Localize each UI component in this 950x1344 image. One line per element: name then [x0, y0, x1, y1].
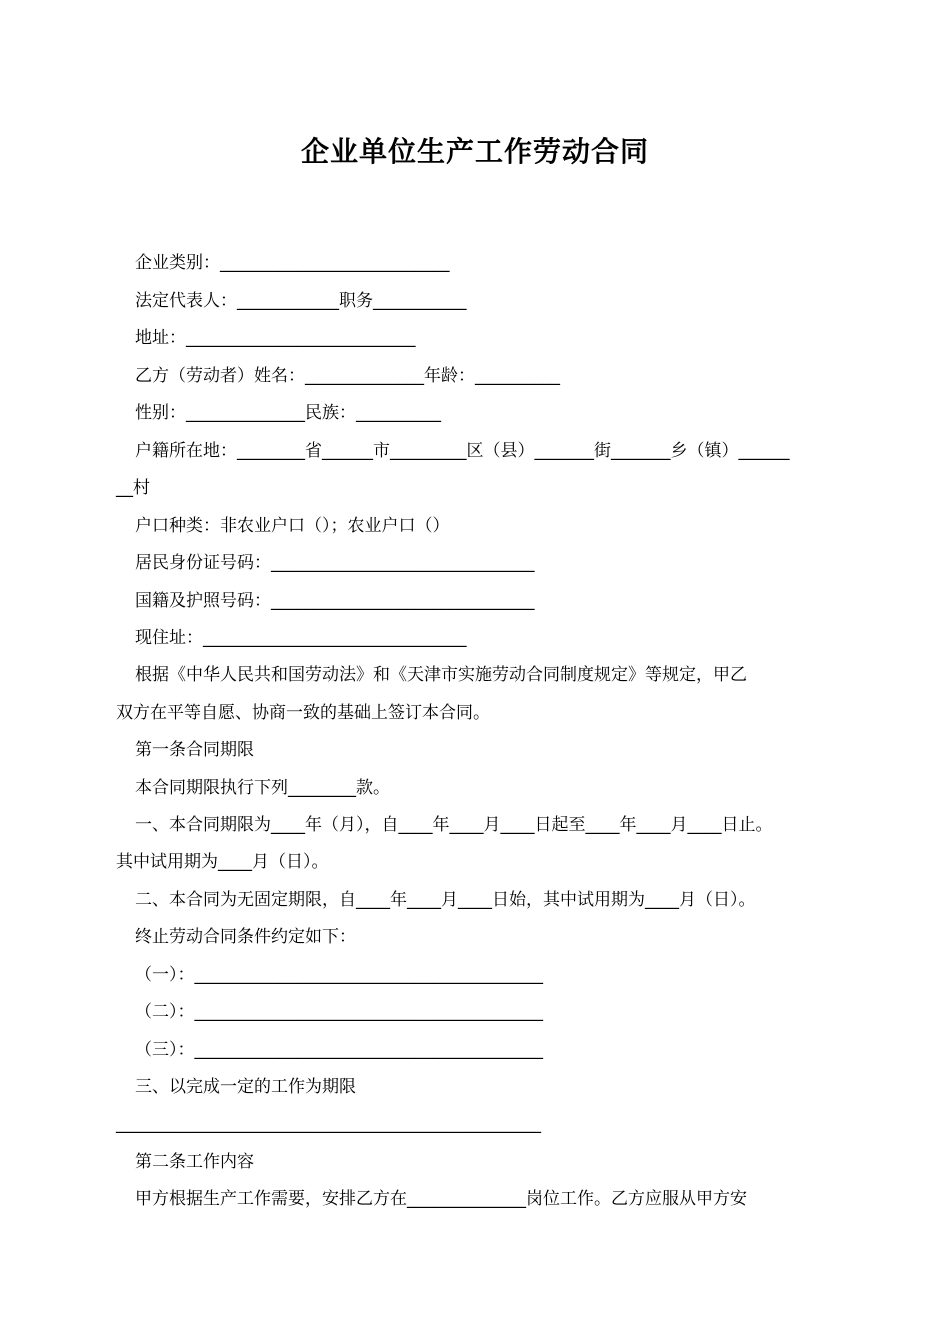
article-1-intro: 本合同期限执行下列________款。: [135, 778, 390, 798]
field-id-number: 居民身份证号码：_______________________________: [135, 553, 535, 573]
termination-condition-1: （一）：_________________________________________: [135, 965, 543, 985]
field-household-registration-cont: __村: [116, 478, 150, 498]
paragraph-preamble: 根据《中华人民共和国劳动法》和《天津市实施劳动合同制度规定》等规定，甲乙: [135, 665, 747, 685]
field-enterprise-type: 企业类别：___________________________: [135, 253, 450, 273]
article-2-heading: 第二条工作内容: [135, 1152, 254, 1172]
termination-conditions-heading: 终止劳动合同条件约定如下：: [135, 927, 356, 947]
article-1-clause-3-blank: __________________________________________________: [116, 1114, 541, 1134]
article-1-clause-2: 二、本合同为无固定期限，自____年____月____日始，其中试用期为____月（日）。: [135, 890, 756, 910]
article-1-heading: 第一条合同期限: [135, 740, 254, 760]
field-worker-name-age: 乙方（劳动者）姓名：______________年龄：__________: [135, 366, 560, 386]
termination-condition-3: （三）：_________________________________________: [135, 1040, 543, 1060]
field-household-registration: 户籍所在地：________省______市_________区（县）_______街_______乡（镇）______: [135, 441, 790, 461]
article-2-body: 甲方根据生产工作需要，安排乙方在______________岗位工作。乙方应服从甲方安: [135, 1189, 747, 1209]
termination-condition-2: （二）：_________________________________________: [135, 1002, 543, 1022]
field-current-address: 现住址：_______________________________: [135, 628, 467, 648]
paragraph-preamble-cont: 双方在平等自愿、协商一致的基础上签订本合同。: [116, 703, 490, 723]
article-1-clause-3: 三、以完成一定的工作为期限: [135, 1077, 356, 1097]
article-1-clause-1-cont: 其中试用期为____月（日）。: [116, 852, 329, 872]
field-legal-representative: 法定代表人：____________职务___________: [135, 291, 467, 311]
article-1-clause-1: 一、本合同期限为____年（月），自____年____月____日起至____年____月____日止。: [135, 815, 773, 835]
field-gender-ethnicity: 性别：______________民族：__________: [135, 403, 441, 423]
field-address: 地址：___________________________: [135, 328, 416, 348]
field-nationality-passport: 国籍及护照号码：_______________________________: [135, 591, 535, 611]
document-title: 企业单位生产工作劳动合同: [300, 135, 649, 168]
field-household-type: 户口种类：非农业户口（）；农业户口（）: [135, 516, 450, 536]
